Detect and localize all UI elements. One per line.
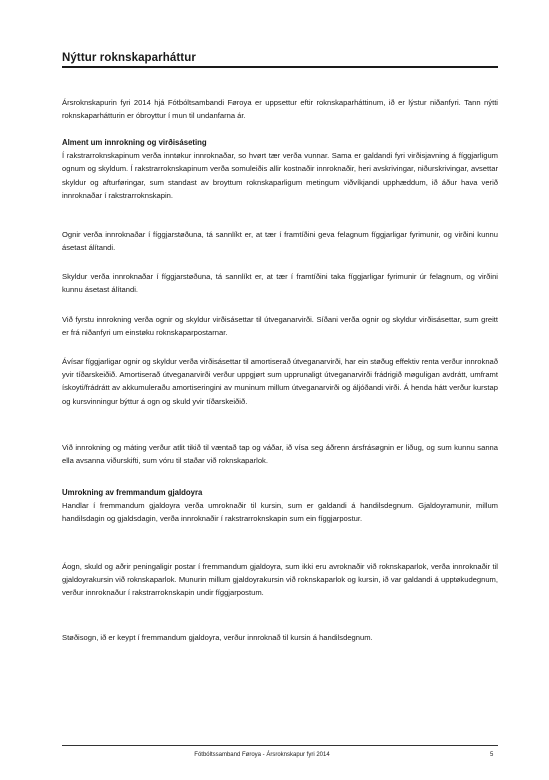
paragraph: Støðisogn, ið er keypt í fremmandum gjaldoyra, verður innroknað til kursin á handilsdegnum. <box>62 633 373 642</box>
section-heading: Alment um innrokning og virðisáseting <box>62 138 207 147</box>
paragraph: Skyldur verða innroknaðar í fíggjarstøðuna, tá sannlíkt er, at tær í framtíðini taka fíggjarligar fyrimunir úr felagnum, og virðini kunnu ásetast álítandi. <box>62 272 498 295</box>
title-underline <box>62 66 498 68</box>
paragraph: Við fyrstu innrokning verða ognir og skyldur virðisásettar til útveganarvirði. Síðani verða ognir og skyldur virðisásettar, sum greitt er frá niðanfyri um einstøku roknskaparpostarnar. <box>62 315 498 338</box>
paragraph-block <box>62 560 498 600</box>
section-general-recognition <box>62 136 498 202</box>
paragraph: Áogn, skuld og aðrir peningaligir postar í fremmandum gjaldoyra, sum ikki eru avroknaðir við roknskaparlok, verða innroknaðir til gjaldoyrakursin við roknskaparlok. Munurin millum gjaldoyrakursin við roknskaparlok og kursin, ið var galdandi á upptøkudegnum, verður innroknaður í rakstrarroknskapin undir fíggjarpostum. <box>62 562 498 598</box>
paragraph: Handlar í fremmandum gjaldoyra verða umroknaðir til kursin, sum er galdandi á handilsdegnum. Gjaldoyramunir, millum handilsdagin og gjaldsdagin, verða innroknaðir í rakstrarroknskapin sum ein fíggjarpostur. <box>62 501 498 524</box>
paragraph: Ávísar fíggjarligar ognir og skyldur verða virðisásettar til amortiserað útveganarvirði, har ein støðug effektiv renta verður innroknað yvir tíðarskeiðið. Amortiserað útveganarvirði verður uppgjørt sum upprunaligt útveganarvirði frádrigið møguligan avdrátt, umframt ískoyti/frádrátt av akkumuleraðu amortiseringini av muninum millum útveganarvirði og áljóðandi virði. Á henda hátt verður kurstap og kursvinningur býttur á ogn og skuld yvir tíðarskeiðið. <box>62 357 498 406</box>
section-heading: Umrokning av fremmandum gjaldoyra <box>62 488 203 497</box>
footer-text: Fótbóltssamband Føroya - Ársroknskapur fyri 2014 <box>194 752 330 758</box>
paragraph-block <box>62 313 498 339</box>
paragraph: Ognir verða innroknaðar í fíggjarstøðuna, tá sannlíkt er, at tær í framtíðini geva felagnum fíggjarligar fyrimunir, og virðini kunnu ásetast álítandi. <box>62 230 498 253</box>
paragraph-block <box>62 270 498 296</box>
page-title: Nýttur roknskaparháttur <box>62 52 196 64</box>
paragraph: Í rakstrarroknskapinum verða inntøkur innroknaðar, so hvørt tær verða vunnar. Sama er galdandi fyri virðisjavning á fíggjarligum ognum og skyldum. Í rakstrarroknskapinum verða somuleiðis allir kostnaðir innroknaðir, heri avskrivingar, niðurskrivingar, avsettar skyldur og afturføringar, sum standast av broyttum roknskaparligum metingum viðvíkjandi upphæddum, ið áður hava verið innroknaðar í rakstrarroknskapin. <box>62 151 498 200</box>
footer-divider <box>62 745 498 746</box>
paragraph-block <box>62 228 498 254</box>
section-foreign-currency <box>62 486 498 526</box>
paragraph-block <box>62 441 498 467</box>
intro-paragraph: Ársroknskapurin fyri 2014 hjá Fótbóltsambandi Føroya er uppsettur eftir roknskaparháttinum, ið er lýstur niðanfyri. Tann nýtti roknskaparhátturin er óbroyttur í mun til undanfarna ár. <box>62 98 498 121</box>
intro-block <box>62 96 498 122</box>
paragraph-block <box>62 355 498 408</box>
paragraph: Við innrokning og máting verður atlit tikið til væntað tap og váðar, ið vísa seg áðrenn ársfrásøgnin er liðug, og sum kunnu sanna ella avsanna viðurskifti, sum vóru til staðar við roknskaparlok. <box>62 443 498 466</box>
paragraph-block <box>62 631 498 644</box>
page-number: 5 <box>490 752 494 758</box>
